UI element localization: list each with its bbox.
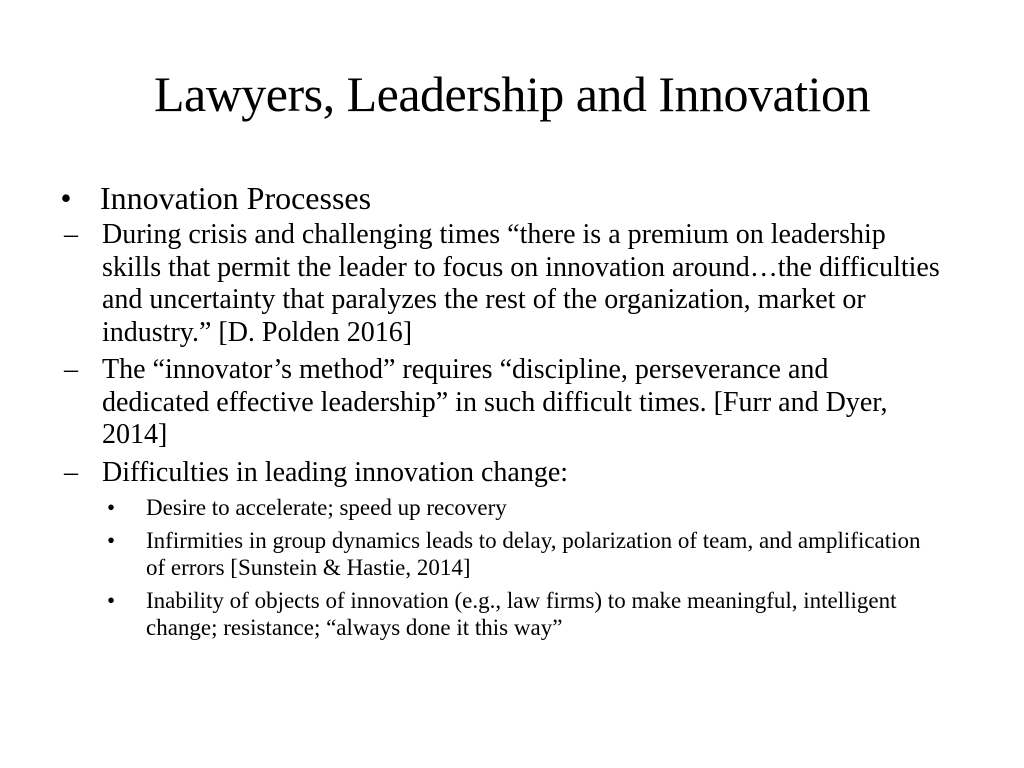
sub-bullet-difficulties: [56, 457, 942, 490]
sub-sub-bullet-inability: [100, 587, 926, 641]
slide-content: [56, 178, 976, 647]
sub-sub-bullet-text: Desire to accelerate; speed up recovery: [146, 495, 507, 520]
bullet-heading: Innovation Processes: [100, 180, 372, 216]
sub-bullet-text: During crisis and challenging times “there is a premium on leadership skills that permit the leader to focus on innovation around…the difficulties and uncertainty that paralyzes the rest of the organization, market or industry.” [D. Polden 2016]: [102, 219, 940, 348]
sub-sub-bullet-accelerate: [100, 494, 926, 521]
bullet-marker: •: [106, 588, 116, 613]
sub-sub-bullet-text: Infirmities in group dynamics leads to delay, polarization of team, and amplification of errors [Sunstein & Hastie, 2014]: [146, 528, 921, 580]
dash-marker: –: [64, 456, 78, 488]
sub-bullet-list: [56, 219, 976, 641]
bullet-marker: •: [106, 495, 116, 520]
sub-sub-bullet-list: [100, 494, 976, 641]
sub-bullet-text: Difficulties in leading innovation change:: [102, 456, 569, 488]
dash-marker: –: [64, 354, 78, 385]
sub-bullet-text: The “innovator’s method” requires “discipline, perseverance and dedicated effective leadership” in such difficult times. [Furr and Dyer, 2014]: [102, 354, 888, 450]
bullet-marker: •: [60, 180, 72, 216]
slide-title: Lawyers, Leadership and Innovation: [153, 66, 871, 122]
dash-marker: –: [64, 219, 78, 250]
sub-sub-bullet-text: Inability of objects of innovation (e.g., law firms) to make meaningful, intelligent change; resistance; “always done it this way”: [146, 588, 897, 640]
sub-bullet-furr-dyer: [56, 354, 942, 452]
sub-sub-bullet-group-dynamics: [100, 527, 926, 581]
sub-bullet-polden: [56, 219, 942, 349]
bullet-marker: •: [106, 528, 116, 553]
bullet-innovation-processes: [56, 178, 976, 218]
